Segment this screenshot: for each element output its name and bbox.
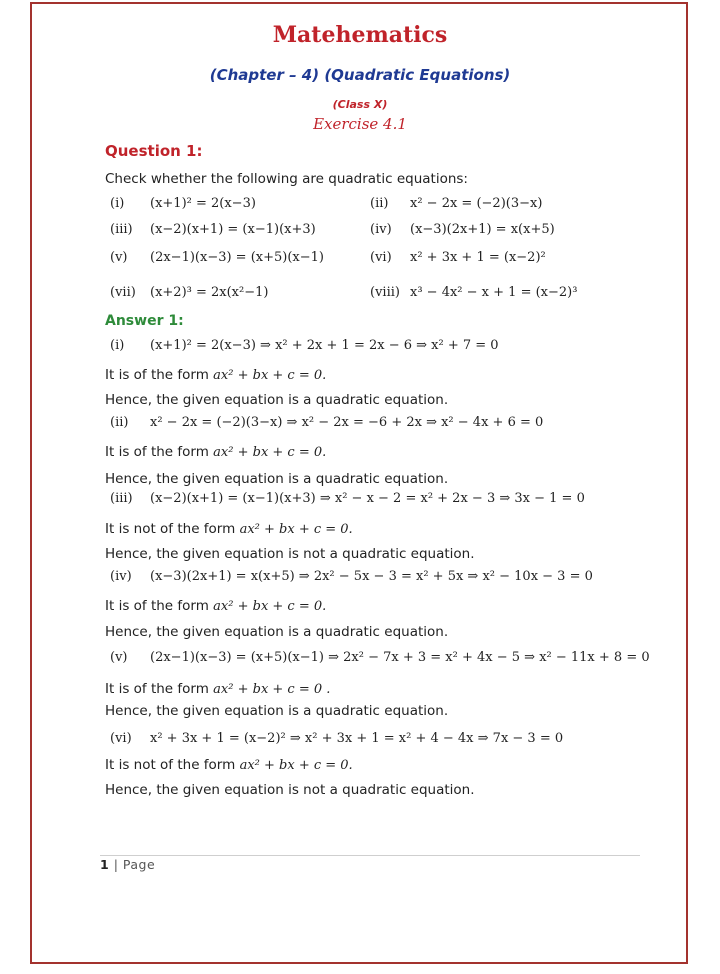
form-statement: It is not of the form ax² + bx + c = 0.	[105, 757, 353, 773]
class-label: (Class X)	[332, 98, 388, 111]
answer-work: (v) (2x−1)(x−3) = (x+5)(x−1) ⇒ 2x² − 7x + 3 = x² + 4x − 5 ⇒ x² − 11x + 8 = 0	[110, 650, 650, 665]
document-title: Matehematics	[272, 22, 448, 48]
question-item: (v) (2x−1)(x−3) = (x+5)(x−1)	[110, 250, 324, 265]
form-statement: It is of the form ax² + bx + c = 0 .	[105, 681, 331, 697]
question-item: (vi) x² + 3x + 1 = (x−2)²	[370, 250, 546, 265]
form-statement: It is of the form ax² + bx + c = 0.	[105, 598, 327, 614]
form-statement: It is not of the form ax² + bx + c = 0.	[105, 521, 353, 537]
question-item: (iii) (x−2)(x+1) = (x−1)(x+3)	[110, 222, 316, 237]
answer-work: (i) (x+1)² = 2(x−3) ⇒ x² + 2x + 1 = 2x − 6 ⇒ x² + 7 = 0	[110, 338, 499, 353]
answer-work: (iv) (x−3)(2x+1) = x(x+5) ⇒ 2x² − 5x − 3 = x² + 5x ⇒ x² − 10x − 3 = 0	[110, 569, 593, 584]
answer-work: (iii) (x−2)(x+1) = (x−1)(x+3) ⇒ x² − x − 2 = x² + 2x − 3 ⇒ 3x − 1 = 0	[110, 491, 585, 506]
question-item: (viii) x³ − 4x² − x + 1 = (x−2)³	[370, 285, 578, 300]
conclusion-text: Hence, the given equation is a quadratic equation.	[105, 471, 449, 487]
question-item: (i) (x+1)² = 2(x−3)	[110, 196, 256, 211]
question-heading: Question 1:	[105, 142, 203, 160]
conclusion-text: Hence, the given equation is a quadratic equation.	[105, 624, 449, 640]
page-number: 1	[100, 857, 110, 872]
page-footer	[100, 857, 155, 872]
answer-work: (ii) x² − 2x = (−2)(3−x) ⇒ x² − 2x = −6 + 2x ⇒ x² − 4x + 6 = 0	[110, 415, 544, 430]
question-item: (vii) (x+2)³ = 2x(x²−1)	[110, 285, 269, 300]
question-item: (iv) (x−3)(2x+1) = x(x+5)	[370, 222, 555, 237]
question-prompt: Check whether the following are quadratic equations:	[105, 171, 468, 187]
exercise-heading: Exercise 4.1	[313, 115, 407, 133]
form-statement: It is of the form ax² + bx + c = 0.	[105, 367, 327, 383]
footer-separator: |	[113, 857, 119, 872]
conclusion-text: Hence, the given equation is not a quadratic equation.	[105, 782, 475, 798]
conclusion-text: Hence, the given equation is a quadratic equation.	[105, 703, 449, 719]
conclusion-text: Hence, the given equation is not a quadratic equation.	[105, 546, 475, 562]
chapter-subtitle: (Chapter – 4) (Quadratic Equations)	[209, 66, 511, 84]
page-label: Page	[122, 857, 156, 872]
question-item: (ii) x² − 2x = (−2)(3−x)	[370, 196, 543, 211]
form-statement: It is of the form ax² + bx + c = 0.	[105, 444, 327, 460]
footer-divider	[100, 855, 640, 856]
answer-heading: Answer 1:	[105, 313, 184, 329]
answer-work: (vi) x² + 3x + 1 = (x−2)² ⇒ x² + 3x + 1 = x² + 4 − 4x ⇒ 7x − 3 = 0	[110, 731, 564, 746]
conclusion-text: Hence, the given equation is a quadratic equation.	[105, 392, 449, 408]
